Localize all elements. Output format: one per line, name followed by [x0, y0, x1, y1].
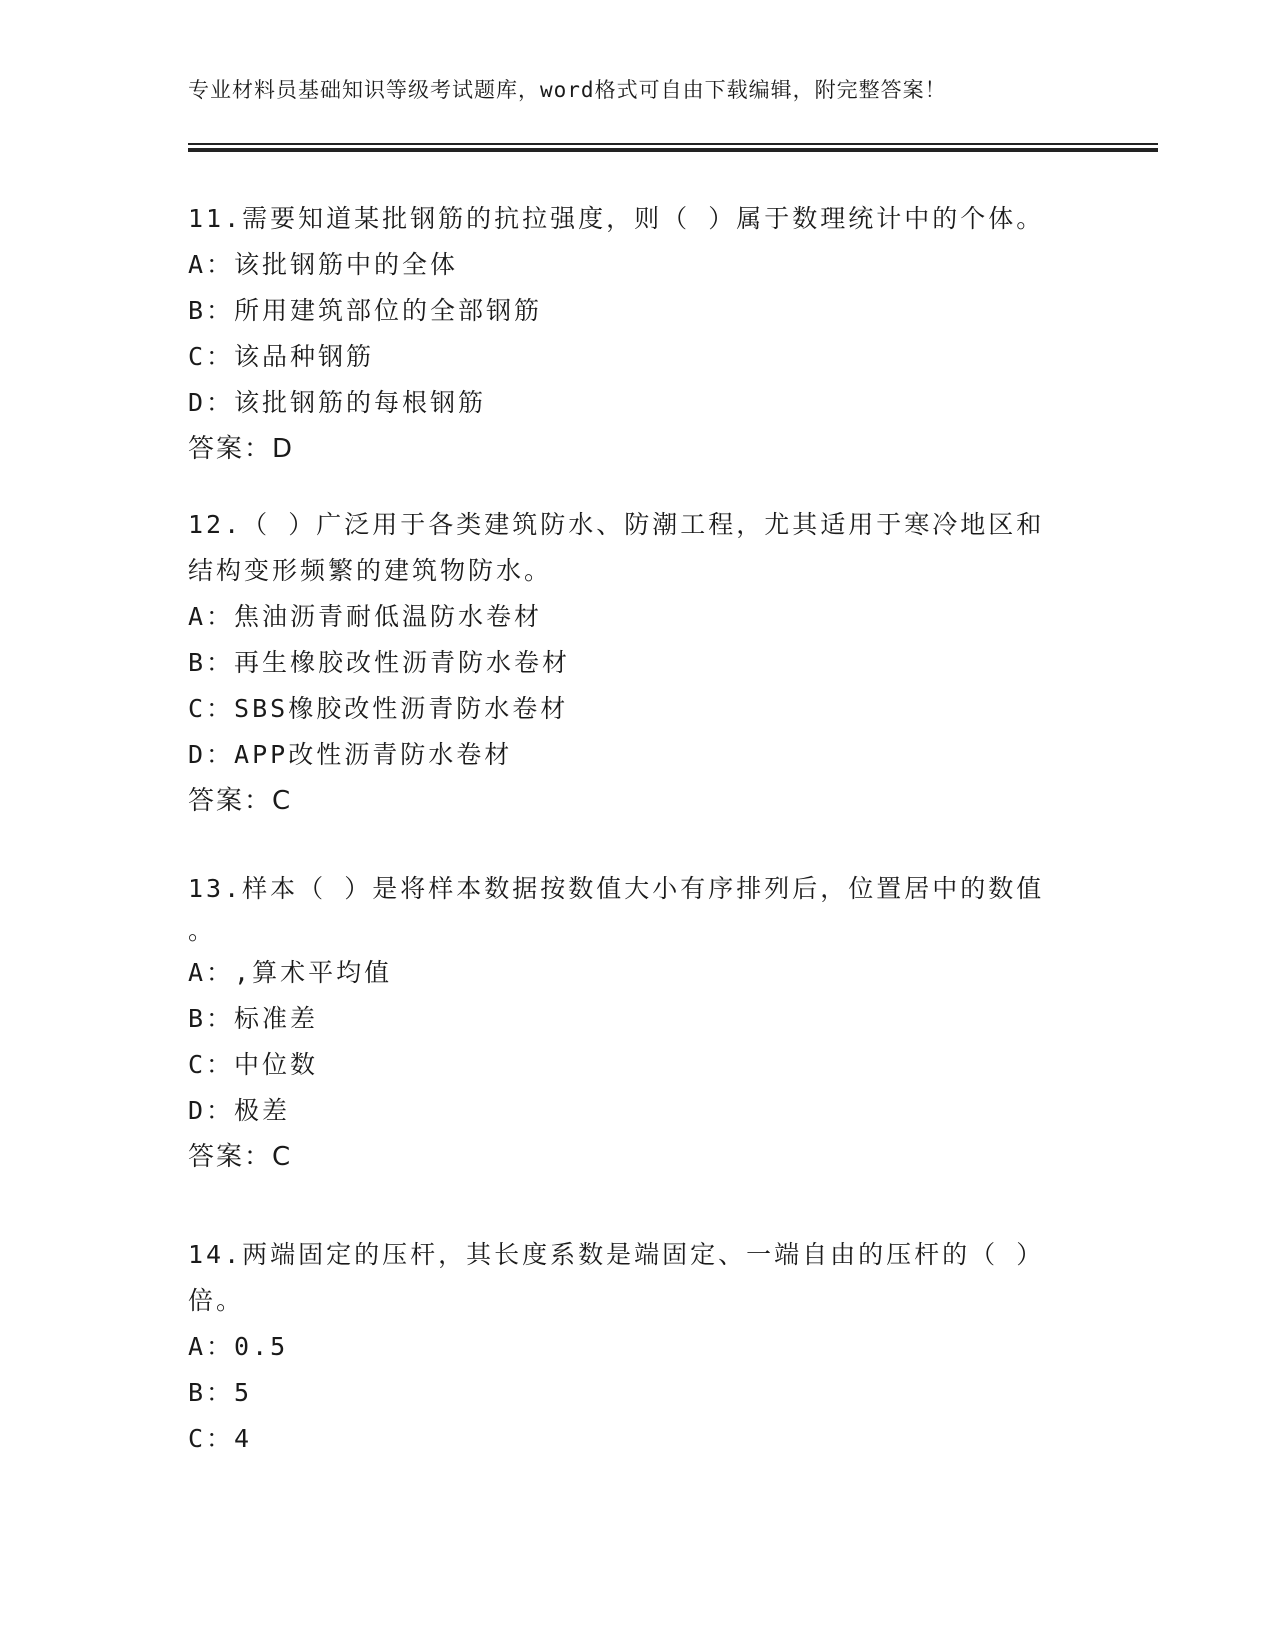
option-c: C：该品种钢筋 [188, 342, 375, 371]
question-12 [188, 502, 1088, 824]
option-b: B：5 [188, 1378, 253, 1407]
answer-value: C [272, 1142, 291, 1172]
option-d: D：该批钢筋的每根钢筋 [188, 388, 487, 417]
header-rule-thick [188, 148, 1158, 152]
question-stem: 12.（ ）广泛用于各类建筑防水、防潮工程，尤其适用于寒冷地区和 [188, 510, 1045, 539]
question-stem: 14.两端固定的压杆，其长度系数是端固定、一端自由的压杆的（ ） [188, 1240, 1045, 1269]
option-b: B：标准差 [188, 1004, 319, 1033]
option-a: A：,算术平均值 [188, 958, 393, 987]
answer-line [188, 1134, 1088, 1180]
question-stem: 11.需要知道某批钢筋的抗拉强度，则（ ）属于数理统计中的个体。 [188, 204, 1045, 233]
option-b: B：所用建筑部位的全部钢筋 [188, 296, 543, 325]
option-b: B：再生橡胶改性沥青防水卷材 [188, 648, 571, 677]
answer-line [188, 426, 1088, 472]
answer-line [188, 778, 1088, 824]
option-a: A：该批钢筋中的全体 [188, 250, 459, 279]
option-c: C：SBS橡胶改性沥青防水卷材 [188, 694, 569, 723]
question-11 [188, 196, 1088, 472]
question-14 [188, 1232, 1088, 1462]
option-c: C：4 [188, 1424, 253, 1453]
answer-label: 答案： [188, 434, 273, 464]
option-c: C：中位数 [188, 1050, 319, 1079]
question-stem-cont: 倍。 [188, 1286, 245, 1315]
option-d: D：极差 [188, 1096, 291, 1125]
question-13 [188, 866, 1088, 1180]
option-d: D：APP改性沥青防水卷材 [188, 740, 513, 769]
answer-label: 答案： [188, 786, 273, 816]
question-stem-cont: 。 [188, 916, 217, 945]
answer-value: C [272, 786, 291, 816]
page-header: 专业材料员基础知识等级考试题库，word格式可自由下载编辑，附完整答案！ [188, 78, 947, 102]
answer-label: 答案： [188, 1142, 273, 1172]
option-a: A：焦油沥青耐低温防水卷材 [188, 602, 543, 631]
question-stem: 13.样本（ ）是将样本数据按数值大小有序排列后，位置居中的数值 [188, 874, 1045, 903]
question-stem-cont: 结构变形频繁的建筑物防水。 [188, 556, 553, 585]
header-rule-thin [188, 143, 1158, 145]
answer-value: D [272, 434, 293, 464]
option-a: A：0.5 [188, 1332, 289, 1361]
